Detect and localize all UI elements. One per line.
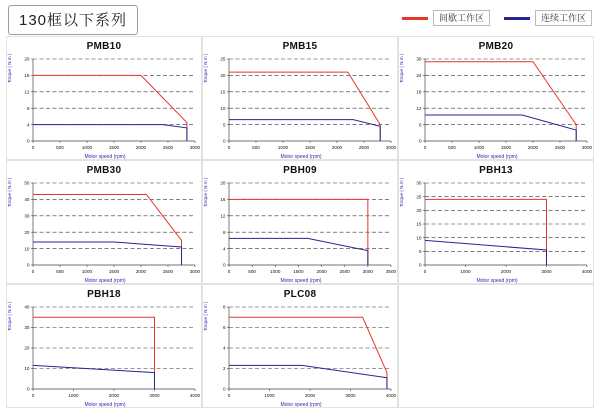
- svg-text:0: 0: [423, 269, 427, 274]
- svg-text:0: 0: [222, 138, 226, 144]
- chart-cell-6: [6, 284, 202, 408]
- svg-text:2500: 2500: [162, 269, 174, 274]
- series-line: [33, 317, 155, 389]
- chart-cell-4: [202, 160, 398, 284]
- svg-text:1000: 1000: [81, 269, 93, 274]
- svg-text:4: 4: [222, 345, 226, 351]
- svg-text:500: 500: [248, 269, 256, 274]
- svg-text:0: 0: [26, 262, 30, 268]
- svg-text:25: 25: [416, 194, 422, 200]
- x-axis-label: Motor speed (rpm): [476, 154, 518, 160]
- series-line: [33, 125, 187, 141]
- series-line: [33, 242, 182, 265]
- svg-text:1500: 1500: [108, 269, 120, 274]
- series-line: [33, 194, 182, 265]
- legend-item-continuous: [504, 10, 592, 26]
- x-axis-label: Motor speed (rpm): [280, 278, 322, 284]
- svg-text:10: 10: [416, 235, 422, 241]
- svg-text:20: 20: [24, 56, 30, 62]
- series-line: [229, 72, 380, 141]
- y-axis-label: Torque ( N.m ): [203, 301, 208, 331]
- chart-svg: [203, 301, 399, 409]
- y-axis-label: Torque ( N.m ): [7, 301, 12, 331]
- svg-text:3000: 3000: [362, 269, 373, 274]
- svg-text:0: 0: [227, 145, 231, 150]
- x-axis-label: Motor speed (rpm): [280, 402, 322, 408]
- plot-area: [203, 301, 399, 409]
- svg-text:1000: 1000: [277, 145, 289, 150]
- plot-area: [399, 177, 595, 285]
- chart-cell-7: [202, 284, 398, 408]
- chart-title: PMB15: [282, 41, 318, 52]
- x-axis-label: Motor speed (rpm): [84, 278, 126, 284]
- chart-title: PBH13: [479, 165, 513, 176]
- svg-text:15: 15: [220, 89, 226, 95]
- series-line: [425, 62, 576, 141]
- svg-text:1000: 1000: [270, 269, 281, 274]
- plot-area: [7, 53, 203, 161]
- chart-cell-3: [6, 160, 202, 284]
- svg-text:6: 6: [418, 122, 422, 128]
- svg-text:0: 0: [418, 262, 422, 268]
- svg-text:30: 30: [416, 56, 422, 62]
- svg-text:1000: 1000: [68, 393, 79, 398]
- svg-text:1500: 1500: [293, 269, 304, 274]
- svg-text:18: 18: [416, 89, 422, 95]
- svg-text:3000: 3000: [385, 145, 397, 150]
- svg-text:0: 0: [423, 145, 427, 150]
- series-line: [425, 199, 547, 265]
- svg-text:0: 0: [31, 269, 35, 274]
- chart-cell-0: [6, 36, 202, 160]
- svg-text:20: 20: [24, 229, 30, 235]
- svg-text:2500: 2500: [339, 269, 350, 274]
- legend: [402, 10, 592, 26]
- svg-text:20: 20: [220, 73, 226, 79]
- y-axis-label: Torque ( N.m ): [7, 53, 12, 83]
- svg-text:2500: 2500: [358, 145, 370, 150]
- svg-text:10: 10: [24, 246, 30, 252]
- chart-svg: [7, 177, 203, 285]
- y-axis-label: Torque ( N.m ): [203, 177, 208, 207]
- svg-text:1000: 1000: [460, 269, 471, 274]
- legend-swatch-blue: [504, 17, 530, 20]
- svg-text:8: 8: [222, 229, 226, 235]
- svg-text:0: 0: [31, 393, 35, 398]
- chart-grid: [6, 36, 594, 408]
- svg-text:2000: 2000: [331, 145, 343, 150]
- svg-text:500: 500: [252, 145, 260, 150]
- svg-text:0: 0: [222, 262, 226, 268]
- svg-text:0: 0: [222, 386, 226, 392]
- svg-text:4: 4: [222, 246, 226, 252]
- svg-text:3000: 3000: [189, 269, 201, 274]
- svg-text:30: 30: [416, 180, 422, 186]
- svg-text:30: 30: [24, 325, 30, 331]
- svg-text:0: 0: [31, 145, 35, 150]
- svg-text:20: 20: [220, 180, 226, 186]
- svg-text:2: 2: [222, 366, 226, 372]
- svg-text:4: 4: [26, 122, 30, 128]
- svg-text:1000: 1000: [81, 145, 93, 150]
- chart-svg: [7, 53, 203, 161]
- svg-text:0: 0: [26, 386, 30, 392]
- svg-text:0: 0: [26, 138, 30, 144]
- svg-text:500: 500: [56, 145, 64, 150]
- svg-text:12: 12: [220, 213, 226, 219]
- y-axis-label: Torque ( N.m ): [399, 177, 404, 207]
- svg-text:2000: 2000: [316, 269, 327, 274]
- chart-svg: [203, 53, 399, 161]
- svg-text:4000: 4000: [385, 393, 397, 398]
- chart-svg: [399, 177, 595, 285]
- svg-text:0: 0: [227, 269, 231, 274]
- x-axis-label: Motor speed (rpm): [476, 278, 518, 284]
- svg-text:5: 5: [222, 122, 226, 128]
- chart-cell-2: [398, 36, 594, 160]
- svg-text:20: 20: [416, 208, 422, 214]
- series-line: [229, 365, 387, 389]
- legend-item-intermittent: [402, 10, 490, 26]
- svg-text:16: 16: [220, 197, 226, 203]
- chart-cell-5: [398, 160, 594, 284]
- svg-text:24: 24: [416, 73, 422, 79]
- plot-area: [7, 177, 203, 285]
- chart-title: PBH18: [87, 289, 121, 300]
- chart-title: PMB10: [86, 41, 122, 52]
- svg-text:10: 10: [220, 105, 226, 111]
- series-line: [229, 120, 380, 141]
- svg-text:12: 12: [416, 105, 422, 111]
- svg-text:0: 0: [418, 138, 422, 144]
- chart-cell-empty: [398, 284, 594, 408]
- svg-text:5: 5: [418, 249, 422, 255]
- page-header: [0, 0, 600, 34]
- svg-text:2000: 2000: [527, 145, 539, 150]
- svg-text:500: 500: [56, 269, 64, 274]
- chart-cell-1: [202, 36, 398, 160]
- svg-text:12: 12: [24, 89, 30, 95]
- chart-title: PBH09: [283, 165, 317, 176]
- series-line: [229, 317, 387, 389]
- page-title: 130框以下系列: [8, 5, 138, 35]
- x-axis-label: Motor speed (rpm): [84, 402, 126, 408]
- svg-text:40: 40: [24, 304, 30, 310]
- svg-text:50: 50: [24, 180, 30, 186]
- svg-text:25: 25: [220, 56, 226, 62]
- svg-text:40: 40: [24, 197, 30, 203]
- chart-title: PLC08: [283, 289, 317, 300]
- svg-text:2000: 2000: [304, 393, 316, 398]
- svg-text:2500: 2500: [162, 145, 174, 150]
- chart-svg: [203, 177, 399, 285]
- legend-swatch-red: [402, 17, 428, 20]
- svg-text:0: 0: [227, 393, 231, 398]
- svg-text:3000: 3000: [149, 393, 160, 398]
- svg-text:1500: 1500: [108, 145, 120, 150]
- svg-text:4000: 4000: [581, 269, 593, 274]
- svg-text:1000: 1000: [264, 393, 275, 398]
- svg-text:500: 500: [448, 145, 456, 150]
- svg-text:10: 10: [24, 366, 30, 372]
- plot-area: [7, 301, 203, 409]
- chart-svg: [399, 53, 595, 161]
- x-axis-label: Motor speed (rpm): [84, 154, 126, 160]
- chart-title: PMB30: [86, 165, 122, 176]
- svg-text:3000: 3000: [345, 393, 356, 398]
- y-axis-label: Torque ( N.m ): [399, 53, 404, 83]
- series-line: [425, 115, 576, 141]
- svg-text:8: 8: [222, 304, 226, 310]
- svg-text:6: 6: [222, 325, 226, 331]
- chart-title: PMB20: [478, 41, 514, 52]
- x-axis-label: Motor speed (rpm): [280, 154, 322, 160]
- chart-svg: [7, 301, 203, 409]
- svg-text:3000: 3000: [541, 269, 552, 274]
- svg-text:30: 30: [24, 213, 30, 219]
- y-axis-label: Torque ( N.m ): [203, 53, 208, 83]
- y-axis-label: Torque ( N.m ): [7, 177, 12, 207]
- svg-text:2500: 2500: [554, 145, 566, 150]
- legend-label-intermittent: 间歇工作区: [433, 10, 490, 26]
- svg-text:4000: 4000: [189, 393, 201, 398]
- svg-text:15: 15: [416, 221, 422, 227]
- svg-text:16: 16: [24, 73, 30, 79]
- series-line: [229, 238, 368, 265]
- svg-text:8: 8: [26, 105, 30, 111]
- svg-text:3500: 3500: [385, 269, 397, 274]
- plot-area: [203, 53, 399, 161]
- plot-area: [203, 177, 399, 285]
- svg-text:1500: 1500: [500, 145, 512, 150]
- svg-text:3000: 3000: [189, 145, 201, 150]
- legend-label-continuous: 连续工作区: [535, 10, 592, 26]
- svg-text:20: 20: [24, 345, 30, 351]
- svg-text:3000: 3000: [581, 145, 593, 150]
- svg-text:1500: 1500: [304, 145, 316, 150]
- series-line: [425, 240, 547, 265]
- svg-text:2000: 2000: [135, 269, 147, 274]
- series-line: [33, 365, 155, 389]
- svg-text:2000: 2000: [108, 393, 120, 398]
- svg-text:2000: 2000: [135, 145, 147, 150]
- svg-text:2000: 2000: [500, 269, 512, 274]
- plot-area: [399, 53, 595, 161]
- svg-text:1000: 1000: [473, 145, 485, 150]
